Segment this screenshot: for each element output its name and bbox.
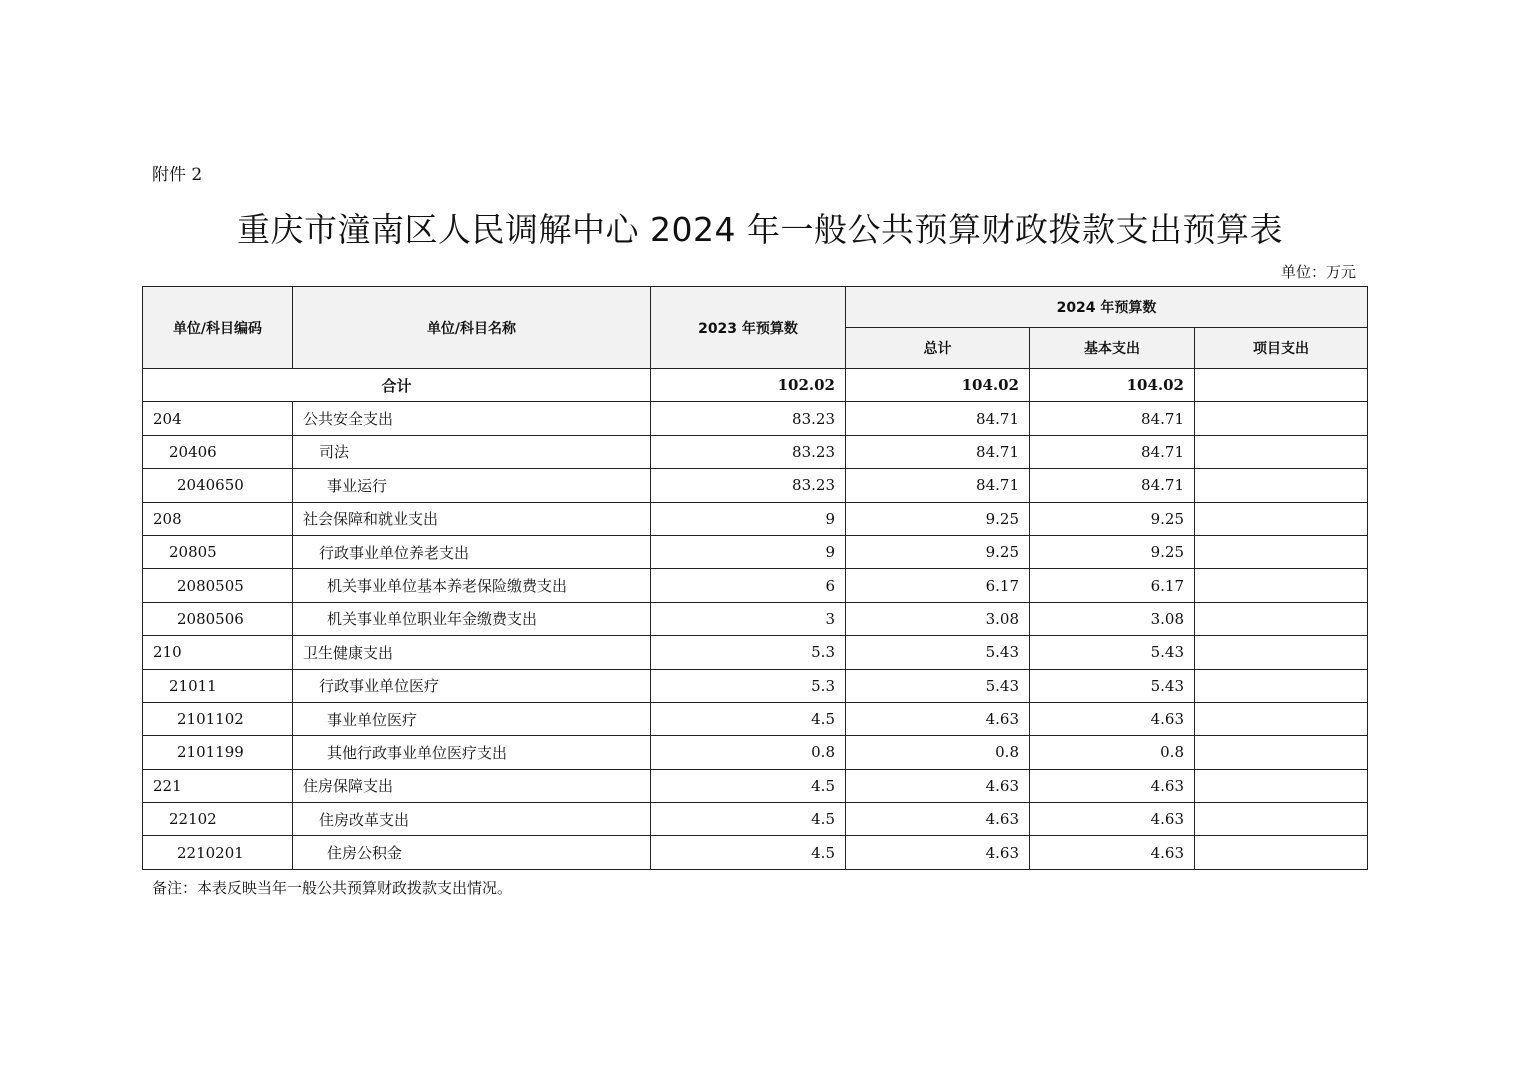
row-name: 机关事业单位职业年金缴费支出: [293, 602, 651, 635]
row-code: 221: [143, 769, 293, 802]
row-basic: 4.63: [1030, 836, 1195, 869]
row-prev: 4.5: [651, 702, 846, 735]
header-project: 项目支出: [1195, 328, 1368, 369]
total-basic: 104.02: [1030, 369, 1195, 402]
total-row: [143, 369, 1368, 402]
row-code: 208: [143, 502, 293, 535]
row-total: 5.43: [846, 636, 1030, 669]
row-code: 2040650: [143, 469, 293, 502]
row-prev: 5.3: [651, 636, 846, 669]
row-name: 行政事业单位养老支出: [293, 535, 651, 568]
row-name: 卫生健康支出: [293, 636, 651, 669]
page-title: 重庆市潼南区人民调解中心 2024 年一般公共预算财政拨款支出预算表: [237, 210, 1283, 249]
table-row: [143, 736, 1368, 769]
table-row: [143, 469, 1368, 502]
row-project: [1195, 669, 1368, 702]
row-prev: 4.5: [651, 836, 846, 869]
row-prev: 9: [651, 535, 846, 568]
row-code: 22102: [143, 803, 293, 836]
row-project: [1195, 836, 1368, 869]
row-total: 0.8: [846, 736, 1030, 769]
row-project: [1195, 636, 1368, 669]
row-total: 6.17: [846, 569, 1030, 602]
row-prev: 6: [651, 569, 846, 602]
row-name: 社会保障和就业支出: [293, 502, 651, 535]
row-total: 9.25: [846, 502, 1030, 535]
row-project: [1195, 702, 1368, 735]
row-total: 4.63: [846, 702, 1030, 735]
table-row: [143, 435, 1368, 468]
total-total: 104.02: [846, 369, 1030, 402]
row-basic: 4.63: [1030, 769, 1195, 802]
row-project: [1195, 435, 1368, 468]
row-name: 住房保障支出: [293, 769, 651, 802]
row-project: [1195, 469, 1368, 502]
row-name: 行政事业单位医疗: [293, 669, 651, 702]
row-name: 公共安全支出: [293, 402, 651, 435]
row-name: 机关事业单位基本养老保险缴费支出: [293, 569, 651, 602]
row-basic: 84.71: [1030, 435, 1195, 468]
table-row: [143, 769, 1368, 802]
row-project: [1195, 569, 1368, 602]
budget-table: [142, 286, 1368, 870]
row-project: [1195, 803, 1368, 836]
row-project: [1195, 402, 1368, 435]
header-code: 单位/科目编码: [143, 287, 293, 369]
total-project: [1195, 369, 1368, 402]
header-name: 单位/科目名称: [293, 287, 651, 369]
row-name: 其他行政事业单位医疗支出: [293, 736, 651, 769]
table-row: [143, 569, 1368, 602]
row-total: 4.63: [846, 803, 1030, 836]
row-code: 2080505: [143, 569, 293, 602]
table-row: [143, 669, 1368, 702]
row-prev: 5.3: [651, 669, 846, 702]
row-total: 3.08: [846, 602, 1030, 635]
table-row: [143, 636, 1368, 669]
row-total: 5.43: [846, 669, 1030, 702]
row-basic: 84.71: [1030, 402, 1195, 435]
row-basic: 4.63: [1030, 803, 1195, 836]
table-row: [143, 535, 1368, 568]
table-row: [143, 602, 1368, 635]
table-header: [143, 287, 1368, 369]
table-row: [143, 502, 1368, 535]
row-prev: 83.23: [651, 469, 846, 502]
row-name: 司法: [293, 435, 651, 468]
table-row: [143, 702, 1368, 735]
row-total: 4.63: [846, 836, 1030, 869]
row-name: 事业运行: [293, 469, 651, 502]
row-basic: 9.25: [1030, 502, 1195, 535]
table-row: [143, 803, 1368, 836]
unit-label: 单位：万元: [1280, 263, 1356, 281]
row-total: 84.71: [846, 435, 1030, 468]
row-prev: 9: [651, 502, 846, 535]
header-total: 总计: [846, 328, 1030, 369]
table-row: [143, 836, 1368, 869]
row-code: 204: [143, 402, 293, 435]
row-basic: 9.25: [1030, 535, 1195, 568]
row-total: 84.71: [846, 402, 1030, 435]
row-project: [1195, 769, 1368, 802]
row-total: 4.63: [846, 769, 1030, 802]
row-basic: 3.08: [1030, 602, 1195, 635]
row-basic: 4.63: [1030, 702, 1195, 735]
row-prev: 83.23: [651, 435, 846, 468]
header-basic: 基本支出: [1030, 328, 1195, 369]
row-code: 2210201: [143, 836, 293, 869]
row-prev: 4.5: [651, 769, 846, 802]
row-code: 2101102: [143, 702, 293, 735]
row-project: [1195, 502, 1368, 535]
header-prev-year: 2023 年预算数: [651, 287, 846, 369]
row-code: 20805: [143, 535, 293, 568]
header-current-year-group: 2024 年预算数: [846, 287, 1368, 328]
row-project: [1195, 736, 1368, 769]
total-prev: 102.02: [651, 369, 846, 402]
row-basic: 6.17: [1030, 569, 1195, 602]
table-row: [143, 402, 1368, 435]
total-label: 合计: [143, 369, 651, 402]
row-prev: 83.23: [651, 402, 846, 435]
row-code: 21011: [143, 669, 293, 702]
row-project: [1195, 602, 1368, 635]
row-name: 事业单位医疗: [293, 702, 651, 735]
row-code: 210: [143, 636, 293, 669]
row-prev: 3: [651, 602, 846, 635]
attachment-label: 附件 2: [152, 165, 203, 185]
row-prev: 0.8: [651, 736, 846, 769]
row-name: 住房改革支出: [293, 803, 651, 836]
row-total: 84.71: [846, 469, 1030, 502]
row-code: 2080506: [143, 602, 293, 635]
row-code: 20406: [143, 435, 293, 468]
row-basic: 0.8: [1030, 736, 1195, 769]
row-name: 住房公积金: [293, 836, 651, 869]
row-basic: 5.43: [1030, 636, 1195, 669]
row-basic: 84.71: [1030, 469, 1195, 502]
row-prev: 4.5: [651, 803, 846, 836]
footnote: 备注：本表反映当年一般公共预算财政拨款支出情况。: [152, 879, 513, 897]
row-project: [1195, 535, 1368, 568]
table-body: [143, 369, 1368, 870]
row-code: 2101199: [143, 736, 293, 769]
row-total: 9.25: [846, 535, 1030, 568]
row-basic: 5.43: [1030, 669, 1195, 702]
